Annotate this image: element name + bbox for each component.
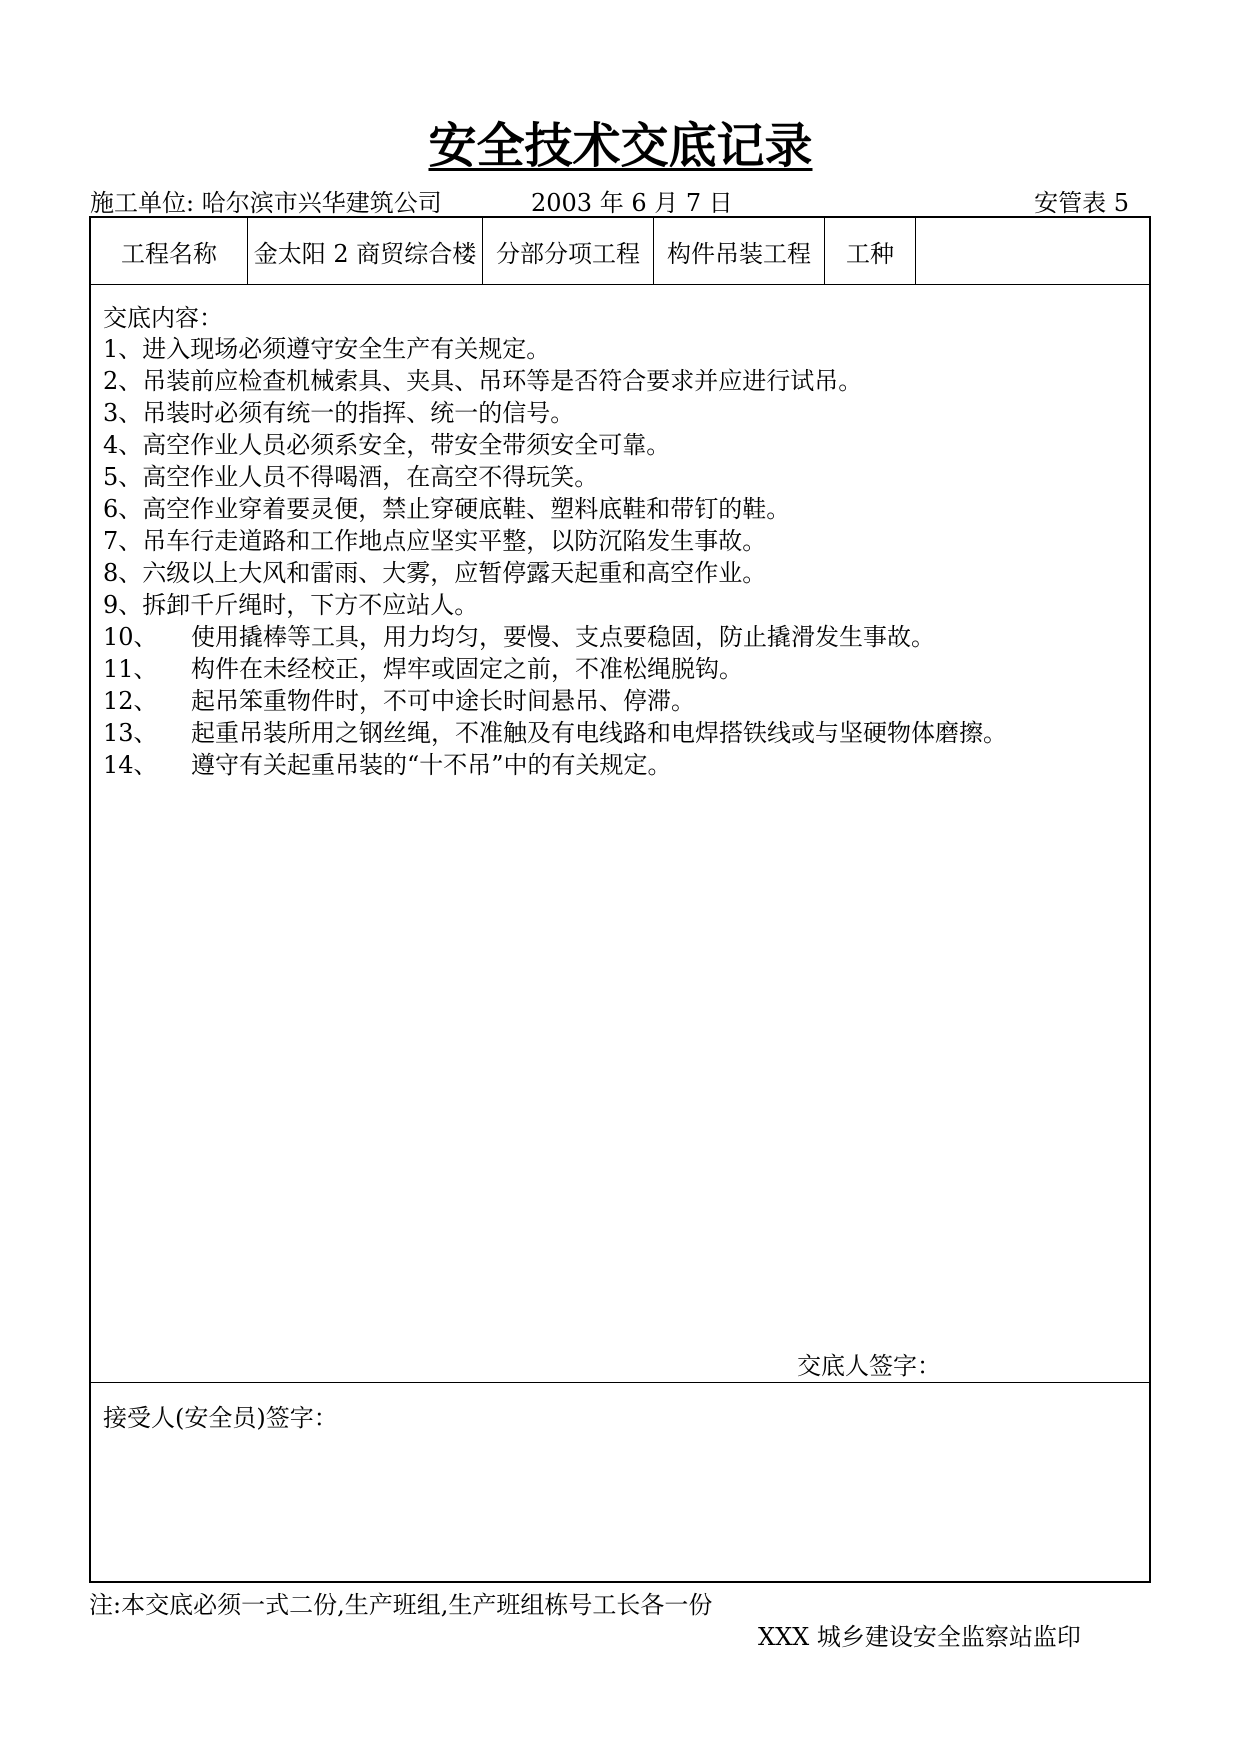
receiver-section [91, 1383, 1149, 1583]
disclosure-list [103, 333, 1007, 781]
list-item: 5、 高空作业人员不得喝酒，在高空不得玩笑。 [103, 463, 599, 491]
trade-label: 工种 [825, 218, 916, 284]
list-item: 14、 遵守有关起重吊装的“十不吊”中的有关规定。 [103, 751, 672, 779]
list-item: 11、 构件在未经校正，焊牢或固定之前，不准松绳脱钩。 [103, 655, 743, 683]
subproject-label: 分部分项工程 [483, 218, 654, 284]
document-date: 2003 年 6 月 7 日 [531, 189, 733, 217]
disclosure-content [91, 285, 1149, 1383]
list-item: 1、 进入现场必须遵守安全生产有关规定。 [103, 335, 551, 363]
supervision-stamp: XXX 城乡建设安全监察站监印 [758, 1623, 1081, 1651]
header-row [91, 218, 1149, 285]
list-item: 7、 吊车行走道路和工作地点应坚实平整，以防沉陷发生事故。 [103, 527, 767, 555]
subproject-value: 构件吊装工程 [654, 218, 825, 284]
list-item: 12、 起吊笨重物件时，不可中途长时间悬吊、停滞。 [103, 687, 695, 715]
record-table [89, 216, 1151, 1583]
content-label: 交底内容： [103, 304, 223, 332]
list-item: 2、 吊装前应检查机械索具、夹具、吊环等是否符合要求并应进行试吊。 [103, 367, 863, 395]
project-name-label: 工程名称 [91, 218, 248, 284]
list-item: 3、 吊装时必须有统一的指挥、统一的信号。 [103, 399, 575, 427]
list-item: 10、 使用撬棒等工具，用力均匀，要慢、支点要稳固，防止撬滑发生事故。 [103, 623, 935, 651]
list-item: 13、 起重吊装所用之钢丝绳，不准触及有电线路和电焊搭铁线或与坚硬物体磨擦。 [103, 719, 1007, 747]
list-item: 6、 高空作业穿着要灵便，禁止穿硬底鞋、塑料底鞋和带钉的鞋。 [103, 495, 791, 523]
construction-unit: 施工单位: 哈尔滨市兴华建筑公司 [90, 189, 442, 217]
trade-value [916, 218, 1149, 284]
receiver-signature-label: 接受人(安全员)签字： [103, 1404, 338, 1432]
footer-note: 注:本交底必须一式二份,生产班组,生产班组栋号工长各一份 [89, 1591, 713, 1619]
list-item: 8、 六级以上大风和雷雨、大雾，应暂停露天起重和高空作业。 [103, 559, 767, 587]
form-number: 安管表 5 [1034, 189, 1129, 217]
list-item: 4、 高空作业人员必须系安全，带安全带须安全可靠。 [103, 431, 671, 459]
list-item: 9、 拆卸千斤绳时，下方不应站人。 [103, 591, 479, 619]
discloser-signature-label: 交底人签字： [797, 1352, 941, 1380]
project-name-value: 金太阳 2 商贸综合楼 [248, 218, 483, 284]
document-title: 安全技术交底记录 [428, 118, 813, 174]
